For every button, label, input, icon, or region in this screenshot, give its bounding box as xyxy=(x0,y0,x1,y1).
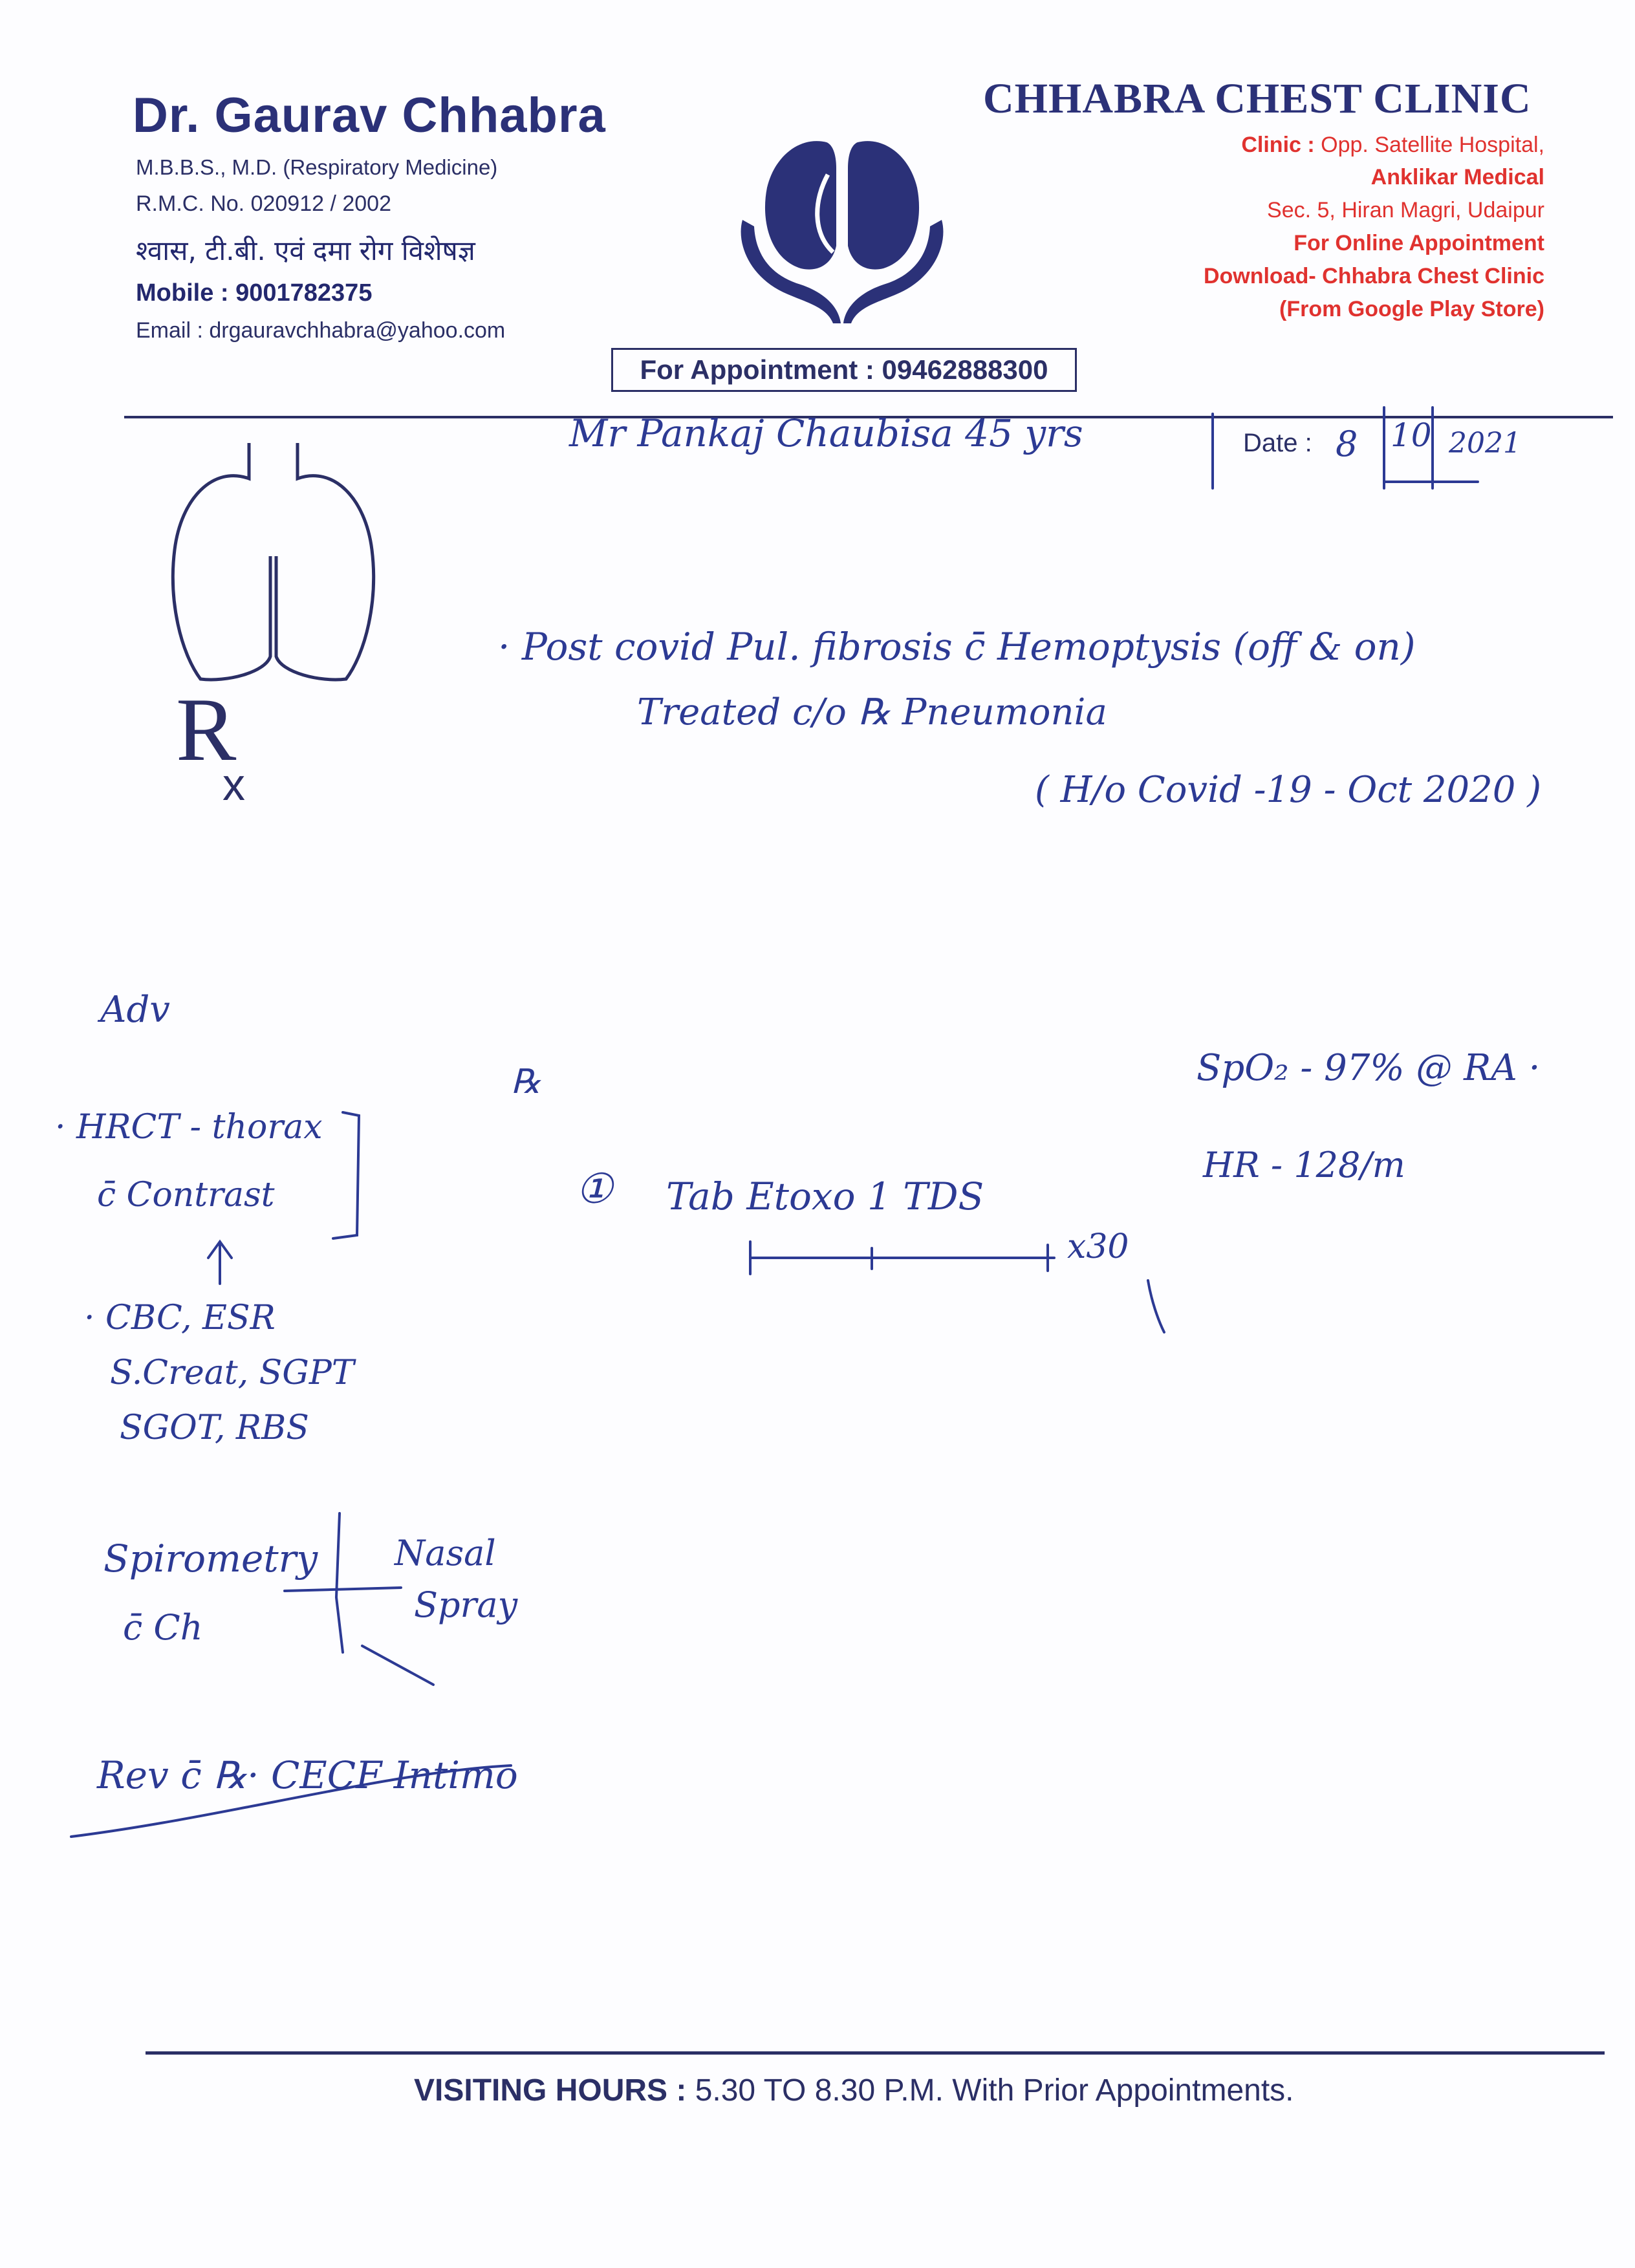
patient-name-age: Mr Pankaj Chaubisa 45 yrs xyxy=(569,411,1083,455)
spo2-reading: SpO₂ - 97% @ RA · xyxy=(1196,1047,1541,1089)
up-arrow-icon xyxy=(208,1242,232,1284)
diagnosis-line-3: ( H/o Covid -19 - Oct 2020 ) xyxy=(1035,769,1542,811)
rx-letter: R xyxy=(176,682,237,780)
lab-line-2: S.Creat, SGPT xyxy=(110,1354,354,1392)
date-day: 8 xyxy=(1336,424,1358,464)
lab-line-3: SGOT, RBS xyxy=(120,1409,309,1447)
spirometry-divider xyxy=(336,1513,343,1652)
spirometry-line-2: c̄ Ch xyxy=(123,1607,203,1648)
visiting-hours-label: VISITING HOURS : xyxy=(414,2073,687,2108)
clinic-address-1: Opp. Satellite Hospital, xyxy=(1321,133,1544,157)
clinic-address-line-3: Sec. 5, Hiran Magri, Udaipur xyxy=(1267,198,1544,222)
spray-line-2: Spray xyxy=(414,1584,518,1625)
online-appointment-line: For Online Appointment xyxy=(1294,231,1544,255)
doctor-specialty-hindi: श्वास, टी.बी. एवं दमा रोग विशेषज्ञ xyxy=(136,235,475,266)
appointment-phone-box: For Appointment : 09462888300 xyxy=(611,348,1077,392)
visiting-hours xyxy=(414,2073,1294,2108)
duration: x30 xyxy=(1067,1227,1129,1266)
medicine-line: Tab Etoxo 1 TDS xyxy=(666,1174,984,1218)
date-year: 2021 xyxy=(1449,427,1521,460)
duration-tick xyxy=(1148,1280,1164,1332)
date-label: Date : xyxy=(1243,429,1312,457)
footer-divider xyxy=(146,2051,1605,2055)
doctor-registration: R.M.C. No. 020912 / 2002 xyxy=(136,191,392,216)
investigation-bracket xyxy=(333,1112,359,1238)
rx-small: ℞ xyxy=(511,1063,541,1101)
doctor-email: Email : drgauravchhabra@yahoo.com xyxy=(136,318,506,343)
visiting-hours-value: 5.30 TO 8.30 P.M. With Prior Appointments. xyxy=(686,2073,1294,2108)
doctor-name: Dr. Gaurav Chhabra xyxy=(133,88,606,143)
advice-label: Adv xyxy=(100,989,170,1031)
clinic-name: CHHABRA CHEST CLINIC xyxy=(983,75,1532,122)
spirometry-arrow xyxy=(362,1646,433,1685)
dosage-timeline xyxy=(750,1242,1054,1274)
medicine-number: ① xyxy=(576,1165,613,1213)
doctor-qualification: M.B.B.S., M.D. (Respiratory Medicine) xyxy=(136,155,498,179)
date-month: 10 xyxy=(1391,416,1432,454)
clinic-label: Clinic : xyxy=(1241,133,1321,157)
review-line: Rev c̄ ℞· CECF Intimo xyxy=(97,1753,518,1797)
spirometry-crossbar xyxy=(285,1588,401,1591)
rx-subscript: x xyxy=(222,759,245,805)
diagnosis-line-2: Treated c/o ℞ Pneumonia xyxy=(637,691,1107,733)
download-app-line: Download- Chhabra Chest Clinic xyxy=(1203,264,1544,288)
mobile-label: Mobile : xyxy=(136,279,236,307)
investigation-line-1: · HRCT - thorax xyxy=(55,1108,323,1147)
clinic-address-line-2: Anklikar Medical xyxy=(1370,165,1544,189)
play-store-line: (From Google Play Store) xyxy=(1279,297,1544,321)
diagnosis-line-1: · Post covid Pul. fibrosis c̄ Hemoptysis (off & on) xyxy=(498,625,1416,669)
lab-line-1: · CBC, ESR xyxy=(84,1299,276,1337)
mobile-number: 9001782375 xyxy=(235,279,373,307)
investigation-line-2: c̄ Contrast xyxy=(97,1176,275,1215)
spirometry-line-1: Spirometry xyxy=(103,1537,318,1581)
spray-line-1: Nasal xyxy=(395,1533,496,1573)
heart-rate-reading: HR - 128/m xyxy=(1203,1145,1405,1185)
